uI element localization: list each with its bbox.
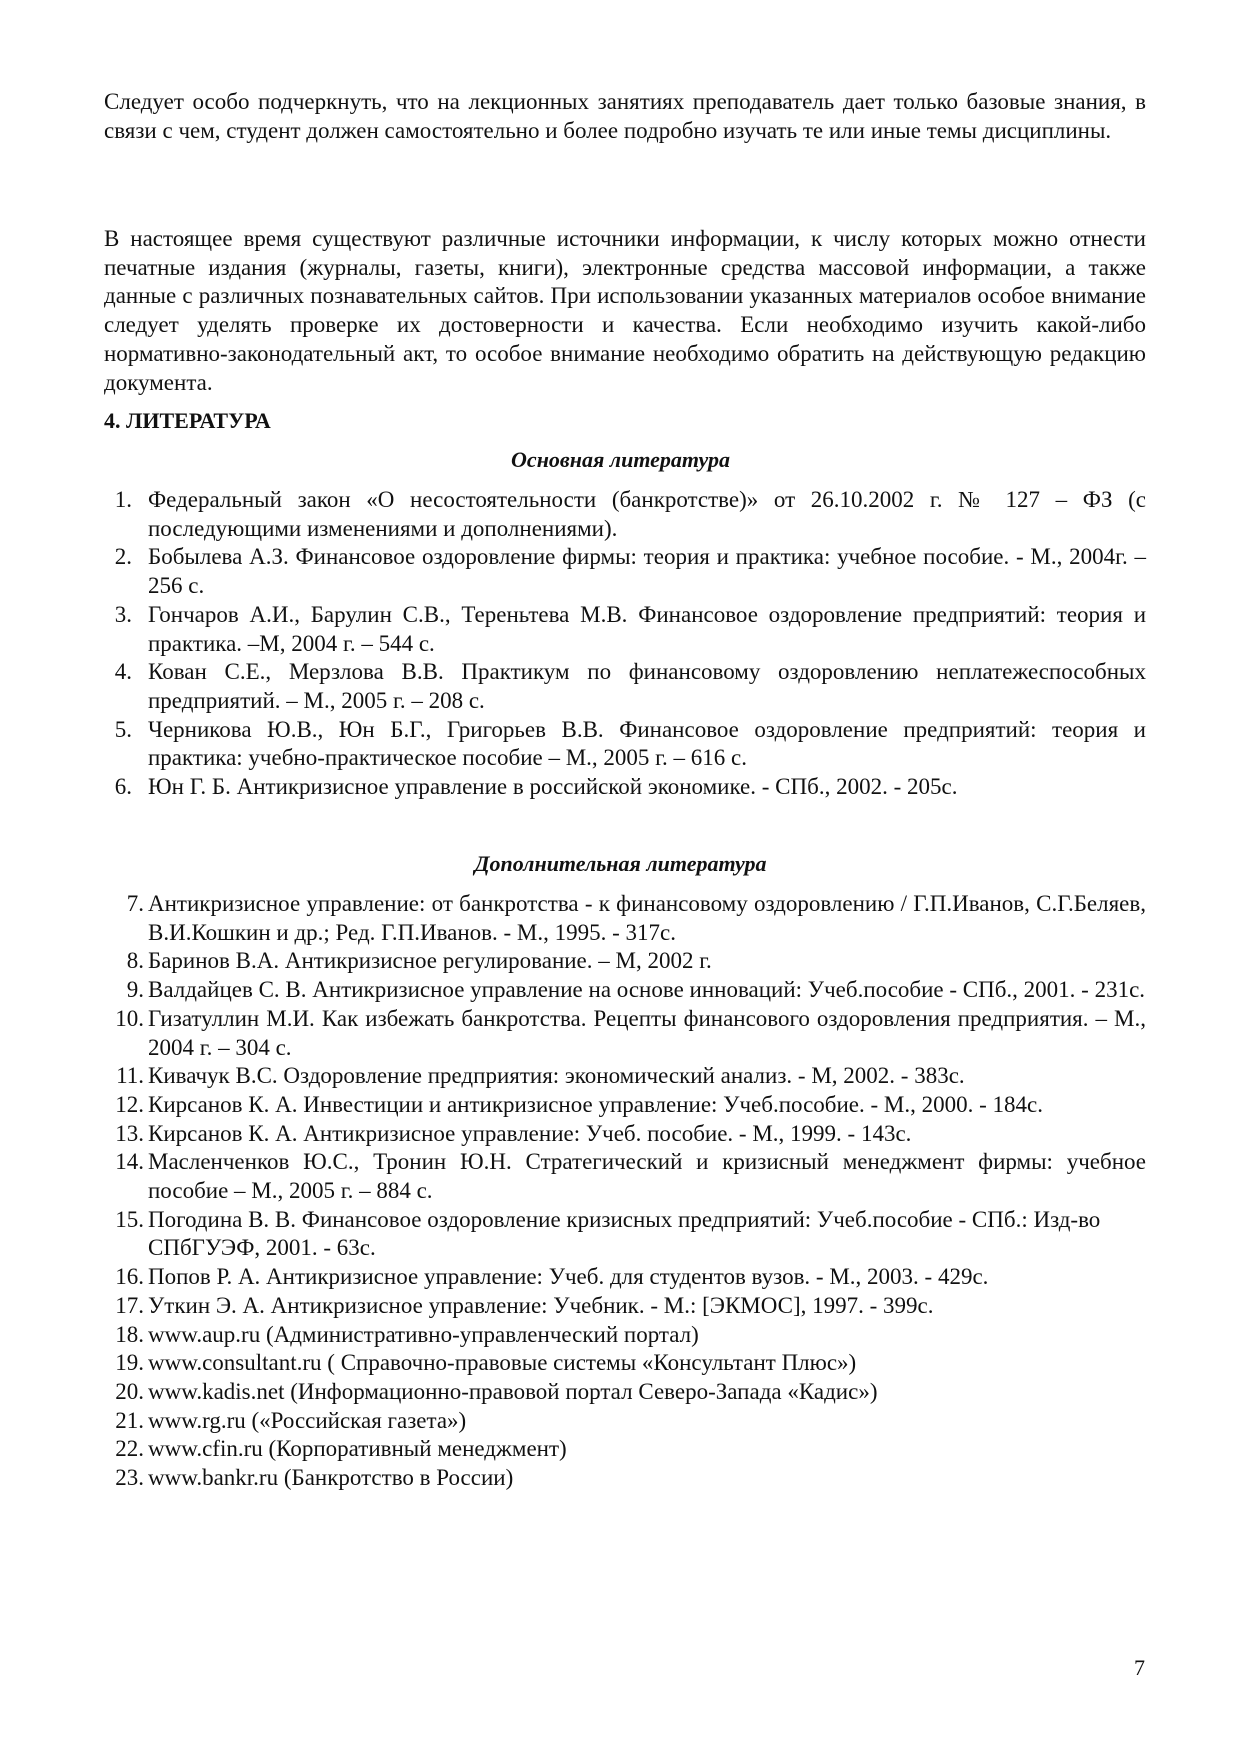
list-item-number: 2. bbox=[114, 544, 132, 570]
list-item-text: Федеральный закон «О несостоятельности (банкротстве)» от 26.10.2002 г. № 127 – ФЗ (с последующими изменениями и дополнениями). bbox=[148, 487, 1146, 541]
list-item-text: Черникова Ю.В., Юн Б.Г., Григорьев В.В. Финансовое оздоровление предприятий: теория и практика: учебно-практическое пособие – М., 2005 г. – 616 с. bbox=[148, 716, 1146, 771]
list-item-text: Юн Г. Б. Антикризисное управление в российской экономике. - СПб., 2002. - 205с. bbox=[148, 774, 958, 800]
list-item-number: 5. bbox=[114, 716, 132, 742]
main-literature-list bbox=[104, 486, 1146, 802]
additional-literature-list bbox=[104, 890, 1146, 1493]
list-item bbox=[104, 976, 1146, 1005]
list-item-number: 7. bbox=[126, 891, 144, 916]
list-item-number: 6. bbox=[114, 774, 132, 800]
list-item-text: www.consultant.ru ( Справочно-правовые системы «Консультант Плюс») bbox=[148, 1350, 857, 1376]
list-item-text: www.cfin.ru (Корпоративный менеджмент) bbox=[148, 1436, 567, 1462]
list-item-number: 16. bbox=[115, 1264, 144, 1290]
list-item bbox=[104, 1435, 1146, 1464]
list-item bbox=[104, 1407, 1146, 1436]
list-item bbox=[104, 1263, 1146, 1292]
list-item-number: 4. bbox=[114, 659, 132, 685]
list-item-number: 18. bbox=[115, 1321, 144, 1347]
list-item-text: Попов Р. А. Антикризисное управление: Учеб. для студентов вузов. - М., 2003. - 429с. bbox=[148, 1264, 989, 1290]
list-item-text: www.kadis.net (Информационно-правовой портал Северо-Запада «Кадис») bbox=[148, 1378, 878, 1404]
list-item-text: Гизатуллин М.И. Как избежать банкротства. Рецепты финансового оздоровления предприятия. – М., 2004 г. – 304 с. bbox=[148, 1005, 1146, 1060]
list-item bbox=[104, 601, 1146, 658]
list-item bbox=[104, 1062, 1146, 1091]
list-item bbox=[104, 890, 1146, 947]
list-item bbox=[104, 658, 1146, 715]
list-item-text: www.rg.ru («Российская газета») bbox=[148, 1407, 467, 1433]
list-item-number: 22. bbox=[115, 1436, 144, 1462]
list-item-number: 9. bbox=[126, 977, 144, 1003]
list-item-text: Кирсанов К. А. Антикризисное управление: Учеб. пособие. - М., 1999. - 143с. bbox=[148, 1120, 912, 1146]
list-item-number: 21. bbox=[115, 1407, 144, 1433]
list-item bbox=[104, 1148, 1146, 1205]
list-item bbox=[104, 1091, 1146, 1120]
sources-paragraph: В настоящее время существуют различные источники информации, к числу которых можно отнести печатные издания (журналы, газеты, книги), электронные средства массовой информации, а также данные с различных познавательных сайтов. При использовании указанных материалов особое внимание следует уделять проверке их достоверности и качества. Если необходимо изучить какой-либо нормативно-законодательный акт, то особое внимание необходимо обратить на действующую редакцию документа. bbox=[104, 226, 1146, 395]
list-item-number: 3. bbox=[114, 601, 132, 627]
list-item bbox=[104, 1206, 1146, 1263]
list-item-text: Бобылева А.З. Финансовое оздоровление фирмы: теория и практика: учебное пособие. - М., 2004г. – 256 с. bbox=[148, 544, 1146, 599]
list-item-text: Кован С.Е., Мерзлова В.В. Практикум по финансовому оздоровлению неплатежеспособных предприятий. – М., 2005 г. – 208 с. bbox=[148, 659, 1146, 713]
list-item-text: Уткин Э. А. Антикризисное управление: Учебник. - М.: [ЭКМОС], 1997. - 399с. bbox=[148, 1292, 934, 1318]
list-item-number: 17. bbox=[115, 1292, 144, 1318]
list-item bbox=[104, 1120, 1146, 1149]
list-item-text: Погодина В. В. Финансовое оздоровление кризисных предприятий: Учеб.пособие - СПб.: Изд-во СПбГУЭФ, 2001. - 63с. bbox=[148, 1206, 1101, 1261]
list-item-text: Кивачук В.С. Оздоровление предприятия: экономический анализ. - М, 2002. - 383с. bbox=[148, 1063, 965, 1089]
section-title: 4. ЛИТЕРАТУРА bbox=[104, 408, 271, 433]
list-item-number: 8. bbox=[126, 948, 144, 974]
list-item bbox=[104, 773, 1146, 802]
list-item bbox=[104, 1464, 1146, 1493]
intro-paragraph: Следует особо подчеркнуть, что на лекционных занятиях преподаватель дает только базовые знания, в связи с чем, студент должен самостоятельно и более подробно изучать те или иные темы дисциплины. bbox=[104, 89, 1146, 143]
list-item-number: 15. bbox=[115, 1206, 144, 1232]
list-item bbox=[104, 947, 1146, 976]
list-item bbox=[104, 543, 1146, 600]
list-item bbox=[104, 486, 1146, 543]
list-item-text: www.bankr.ru (Банкротство в России) bbox=[148, 1465, 514, 1491]
list-item-text: Валдайцев С. В. Антикризисное управление на основе инноваций: Учеб.пособие - СПб., 2001. - 231с. bbox=[148, 977, 1146, 1003]
list-item bbox=[104, 1292, 1146, 1321]
additional-literature-title: Дополнительная литература bbox=[474, 851, 767, 876]
list-item-text: www.aup.ru (Административно-управленческий портал) bbox=[148, 1321, 699, 1347]
list-item-number: 11. bbox=[116, 1063, 144, 1089]
list-item-text: Баринов В.А. Антикризисное регулирование. – М, 2002 г. bbox=[148, 948, 712, 974]
list-item bbox=[104, 1378, 1146, 1407]
page-number: 7 bbox=[1134, 1655, 1145, 1680]
list-item-number: 10. bbox=[115, 1005, 144, 1031]
list-item-number: 12. bbox=[115, 1091, 144, 1117]
list-item-text: Антикризисное управление: от банкротства - к финансовому оздоровлению / Г.П.Иванов, С.Г.Беляев, В.И.Кошкин и др.; Ред. Г.П.Иванов. - М., 1995. - 317с. bbox=[148, 891, 1146, 945]
list-item-number: 1. bbox=[114, 487, 132, 512]
list-item-number: 13. bbox=[115, 1120, 144, 1146]
list-item bbox=[104, 1005, 1146, 1062]
list-item bbox=[104, 716, 1146, 773]
main-literature-title: Основная литература bbox=[511, 447, 730, 472]
list-item-number: 20. bbox=[115, 1378, 144, 1404]
list-item-text: Кирсанов К. А. Инвестиции и антикризисное управление: Учеб.пособие. - М., 2000. - 184с. bbox=[148, 1091, 1043, 1117]
list-item-text: Гончаров А.И., Барулин С.В., Тереньтева М.В. Финансовое оздоровление предприятий: теория и практика. –М, 2004 г. – 544 с. bbox=[148, 601, 1146, 656]
list-item-text: Масленченков Ю.С., Тронин Ю.Н. Стратегический и кризисный менеджмент фирмы: учебное пособие – М., 2005 г. – 884 с. bbox=[148, 1149, 1146, 1204]
list-item bbox=[104, 1349, 1146, 1378]
list-item-number: 14. bbox=[115, 1149, 144, 1175]
list-item bbox=[104, 1321, 1146, 1350]
list-item-number: 19. bbox=[115, 1350, 144, 1376]
list-item-number: 23. bbox=[115, 1465, 144, 1491]
